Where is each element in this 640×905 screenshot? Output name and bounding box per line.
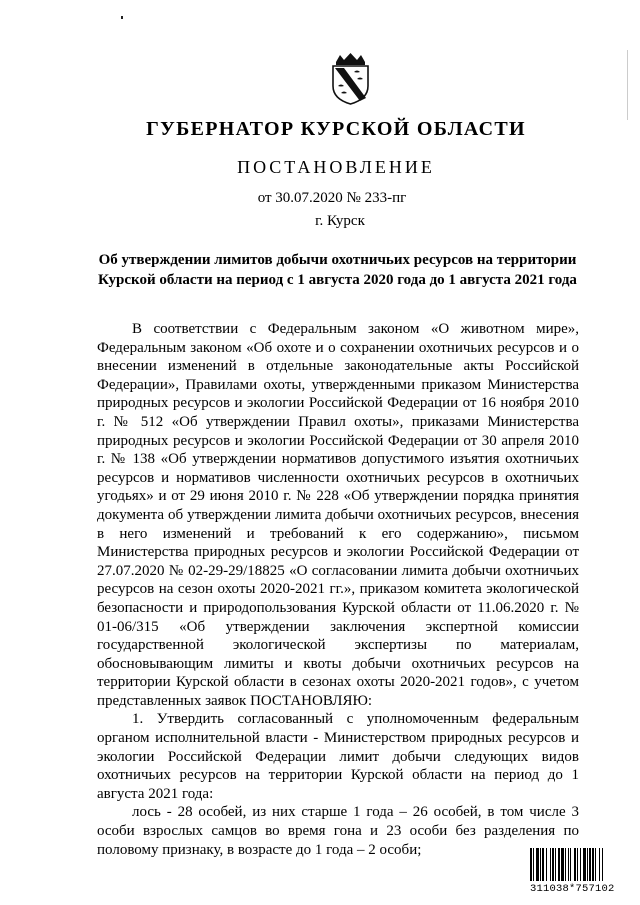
document-type: ПОСТАНОВЛЕНИЕ — [237, 157, 435, 177]
barcode — [530, 848, 622, 896]
body-paragraph: 1. Утвердить согласованный с уполномоченным федеральным органом исполнительной власти - Министерством природных ресурсов и экологии Российской Федерации лимит добычи следующих видов охотничьих ресурсов на территории Курской области на период до 1 августа 2021 года: — [97, 711, 579, 802]
barcode-bar — [603, 848, 604, 881]
document-title: ГУБЕРНАТОР КУРСКОЙ ОБЛАСТИ — [146, 118, 526, 140]
scan-edge-line — [627, 50, 628, 120]
body-paragraph: В соответствии с Федеральным законом «О животном мире», Федеральным законом «Об охоте и о сохранении охотничьих ресурсов и о внесении изменений в отдельные законодательные акты Российской Федерации», Правилами охоты, утвержденными приказом Министерства природных ресурсов и экологии Российской Федерации от 16 ноября 2010 г. № 512 «Об утверждении Правил охоты», приказами Министерства природных ресурсов и экологии Российской Федерации от 30 апреля 2010 г. № 138 «Об утверждении нормативов допустимого изъятия охотничьих ресурсов и нормативов численности охотничьих ресурсов в охотничьих угодьях» и от 29 июня 2010 г. № 228 «Об утверждении порядка принятия документа об утверждении лимита добычи охотничьих ресурсов, внесения в него изменений и требований к его содержанию», письмом Министерства природных ресурсов и экологии Российской Федерации от 27.07.2020 № 02-29-29/18825 «О согласовании лимита добычи охотничьих ресурсов на сезон охоты 2020-2021 гг.», приказом комитета экологической безопасности и природопользования Курской области от 11.06.2020 г. № 01-06/315 «Об утверждении заключения экспертной комиссии государственной экологической экспертизы по материалам, обосновывающим лимиты и квоты добычи охотничьих ресурсов на территории Курской области в сезонах охоты 2020-2021 годов», с учетом представленных заявок ПОСТАНОВЛЯЮ: — [97, 321, 579, 709]
barcode-bars — [530, 848, 622, 881]
document-body — [97, 320, 579, 859]
document-heading: Об утверждении лимитов добычи охотничьих ресурсов на территории Курской области на период с 1 августа 2020 года до 1 августа 2021 года — [98, 252, 577, 288]
body-paragraph: лось - 28 особей, из них старше 1 года – 26 особей, в том числе 3 особи взрослых самцов во время гона и 23 особи без разделения по половому признаку, в возрасте до 1 года – 2 особи; — [97, 804, 579, 858]
barcode-number: 311038*757102 — [530, 883, 615, 895]
coat-of-arms-icon — [330, 52, 371, 105]
city: г. Курск — [315, 213, 365, 229]
date-number: от 30.07.2020 № 233-пг — [257, 190, 407, 206]
scan-speck — [121, 16, 123, 19]
